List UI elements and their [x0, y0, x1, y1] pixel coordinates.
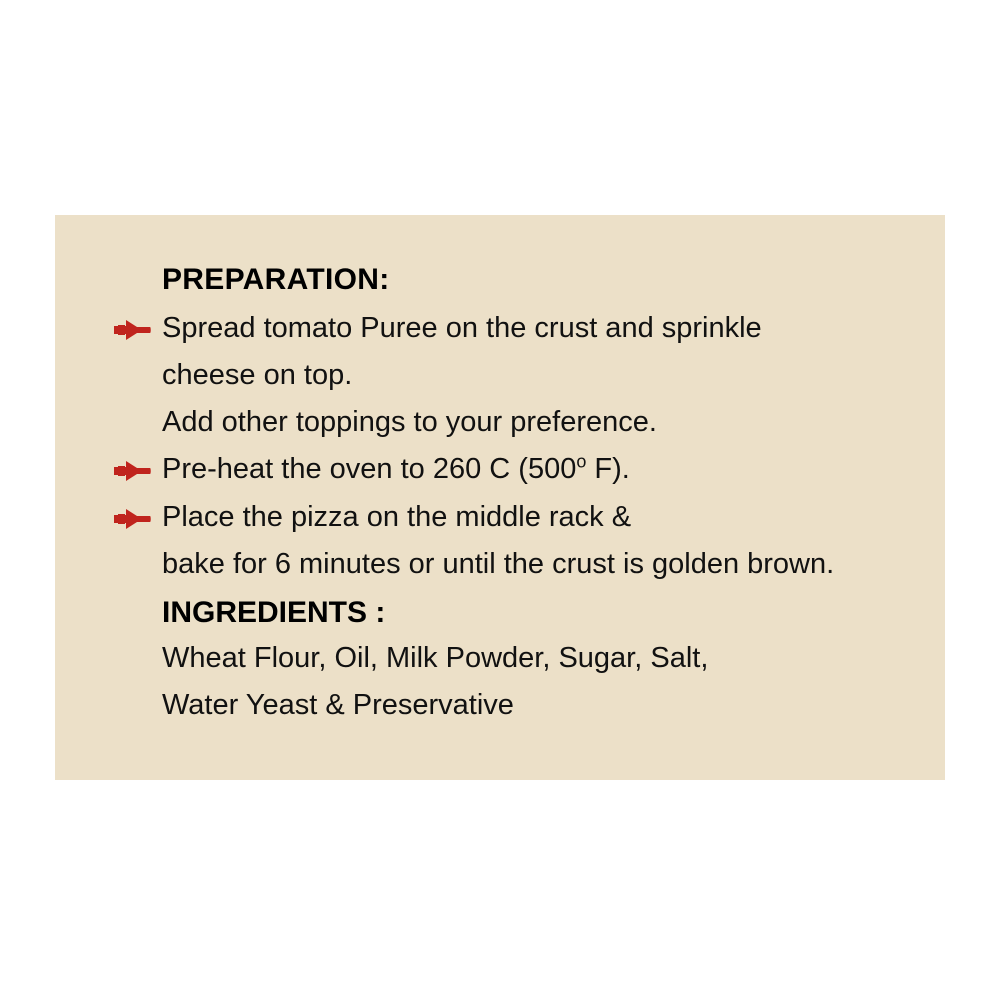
step-1-line-2: cheese on top. — [162, 358, 353, 391]
preparation-step-2 — [162, 446, 925, 493]
step-2-text-after: F). — [586, 453, 630, 486]
ingredients-list — [162, 635, 925, 730]
step-2-text-before: Pre-heat the oven to 260 C (500 — [162, 453, 577, 486]
ingredients-line-1: Wheat Flour, Oil, Milk Powder, Sugar, Salt, — [162, 642, 709, 675]
step-1-line-1: Spread tomato Puree on the crust and sprinkle — [162, 311, 762, 344]
step-2-line-1 — [162, 446, 925, 493]
pointing-hand-icon — [112, 458, 152, 484]
pointing-hand-icon — [112, 506, 152, 532]
ingredients-heading: INGREDIENTS : — [162, 596, 386, 630]
preparation-step-3 — [162, 494, 925, 589]
step-3-line-1: Place the pizza on the middle rack & — [162, 500, 632, 533]
recipe-label-panel — [55, 215, 945, 780]
preparation-step-1 — [162, 305, 925, 447]
step-3-line-2: bake for 6 minutes or until the crust is golden brown. — [162, 547, 835, 580]
label-content — [112, 260, 925, 730]
ingredients-line-2: Water Yeast & Preservative — [162, 689, 514, 722]
preparation-heading: PREPARATION: — [162, 263, 390, 296]
pointing-hand-icon — [112, 317, 152, 343]
step-2-degree-superscript: o — [576, 451, 587, 472]
step-1-line-3: Add other toppings to your preference. — [162, 406, 657, 439]
